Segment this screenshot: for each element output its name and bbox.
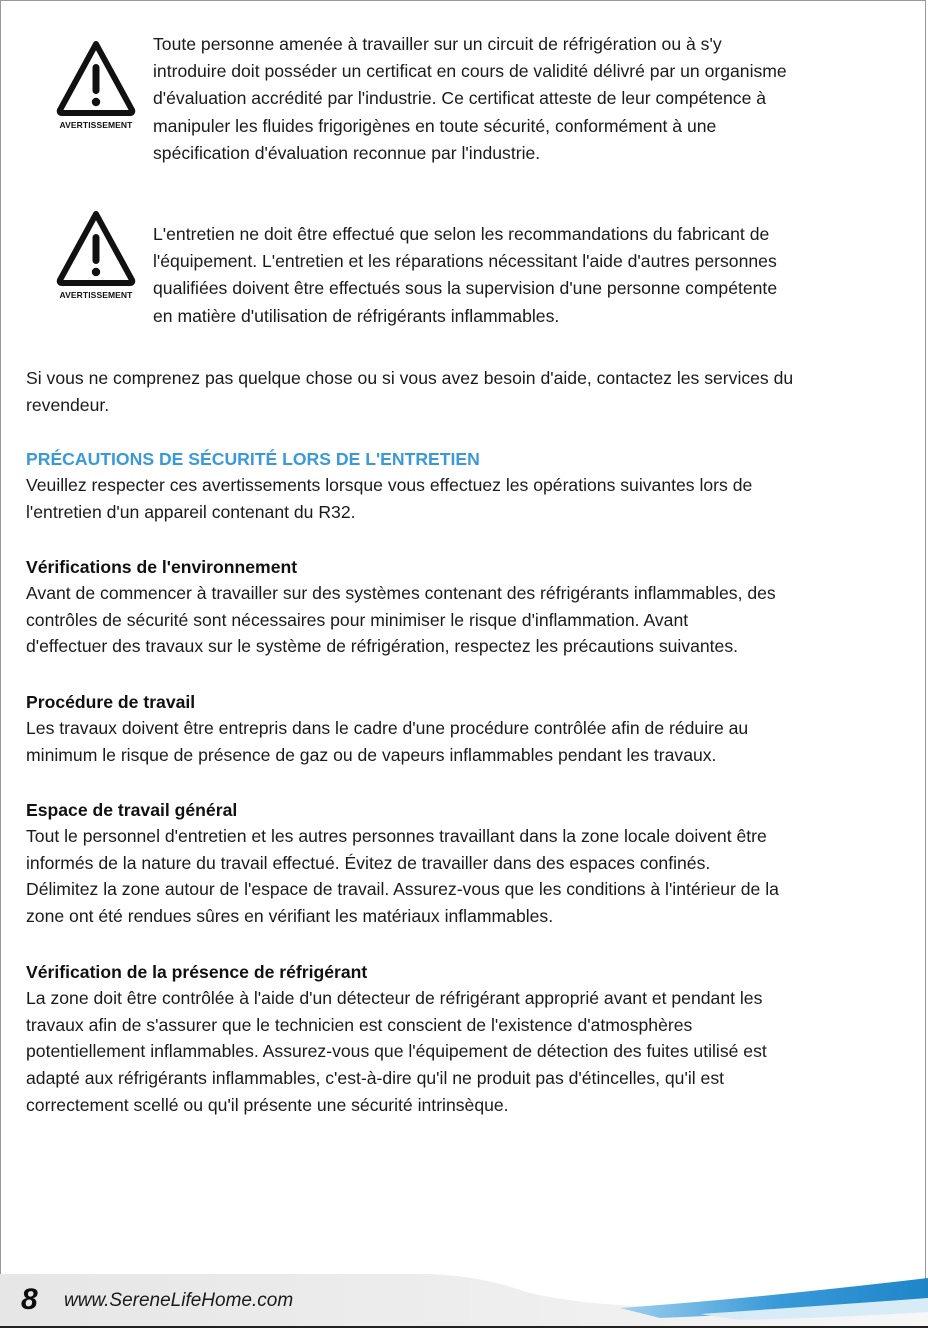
text-line: potentiellement inflammables. Assurez-vous que l'équipement de détection des fuites utilisé est: [26, 1041, 767, 1062]
subsection-title-procedure: Procédure de travail: [26, 692, 196, 712]
text-line: Toute personne amenée à travailler sur un circuit de réfrigération ou à s'y: [153, 34, 722, 54]
subsection-body-workspace: [26, 823, 906, 930]
text-line: Si vous ne comprenez pas quelque chose ou si vous avez besoin d'aide, contactez les services du: [26, 368, 794, 388]
text-line: Veuillez respecter ces avertissements lorsque vous effectuez les opérations suivantes lors de: [26, 475, 753, 495]
text-line: L'entretien ne doit être effectué que selon les recommandations du fabricant de: [153, 224, 770, 244]
text-line: Avant de commencer à travailler sur des systèmes contenant des réfrigérants inflammables, des: [26, 583, 776, 603]
page-number: 8: [21, 1283, 38, 1316]
text-line: zone ont été rendues sûres en vérifiant les matériaux inflammables.: [26, 906, 554, 927]
subsection-title-refrigerant-check: Vérification de la présence de réfrigérant: [26, 962, 368, 982]
warning-caption: AVERTISSEMENT: [59, 290, 133, 300]
warning-icon-group: [50, 38, 142, 130]
intro-paragraph: [26, 365, 906, 418]
subsection-body-environment: [26, 580, 906, 660]
subsection-title-environment: Vérifications de l'environnement: [26, 557, 298, 577]
text-line: informés de la nature du travail effectué. Évitez de travailler dans des espaces confinés.: [26, 852, 711, 873]
text-line: correctement scellé ou qu'il présente une sécurité intrinsèque.: [26, 1094, 509, 1115]
text-line: l'équipement. L'entretien et les réparations nécessitant l'aide d'autres personnes: [153, 251, 777, 272]
warning-caption: AVERTISSEMENT: [59, 120, 133, 130]
text-line: introduire doit posséder un certificat en cours de validité délivré par un organisme: [153, 61, 787, 82]
text-line: d'effectuer des travaux sur le système de réfrigération, respectez les précautions suivantes.: [26, 636, 739, 657]
text-line: en matière d'utilisation de réfrigérants inflammables.: [153, 305, 560, 326]
text-line: contrôles de sécurité sont nécessaires pour minimiser le risque d'inflammation. Avant: [26, 609, 689, 630]
warning-text: [153, 31, 903, 167]
text-line: spécification d'évaluation reconnue par l'industrie.: [153, 142, 541, 163]
subsection-title-workspace: Espace de travail général: [26, 800, 238, 820]
text-line: l'entretien d'un appareil contenant du R32.: [26, 501, 356, 522]
subsection-body-procedure: [26, 715, 906, 768]
text-line: Délimitez la zone autour de l'espace de travail. Assurez-vous que les conditions à l'intérieur de la: [26, 879, 779, 900]
text-line: Les travaux doivent être entrepris dans le cadre d'une procédure contrôlée afin de réduire au: [26, 718, 749, 738]
section-intro: [26, 472, 906, 525]
text-line: Tout le personnel d'entretien et les autres personnes travaillant dans la zone locale doivent être: [26, 826, 767, 846]
warning-text: [153, 221, 903, 330]
text-line: adapté aux réfrigérants inflammables, c'est-à-dire qu'il ne produit pas d'étincelles, qu'il est: [26, 1068, 725, 1089]
text-line: revendeur.: [26, 394, 110, 415]
subsection-body-refrigerant-check: [26, 985, 906, 1119]
footer-website-link[interactable]: www.SereneLifeHome.com: [64, 1290, 294, 1311]
warning-icon-group: [50, 208, 142, 300]
text-line: qualifiées doivent être effectués sous la supervision d'une personne compétente: [153, 278, 778, 299]
text-line: travaux afin de s'assurer que le technicien est conscient de l'existence d'atmosphères: [26, 1014, 693, 1035]
section-title: PRÉCAUTIONS DE SÉCURITÉ LORS DE L'ENTRETIEN: [26, 449, 480, 469]
warning-triangle-icon: [54, 38, 138, 118]
text-line: minimum le risque de présence de gaz ou de vapeurs inflammables pendant les travaux.: [26, 744, 717, 765]
warning-triangle-icon: [54, 208, 138, 288]
text-line: La zone doit être contrôlée à l'aide d'un détecteur de réfrigérant approprié avant et pendant les: [26, 988, 763, 1008]
text-line: d'évaluation accrédité par l'industrie. Ce certificat atteste de leur compétence à: [153, 88, 767, 109]
text-line: manipuler les fluides frigorigènes en toute sécurité, conformément à une: [153, 115, 717, 136]
